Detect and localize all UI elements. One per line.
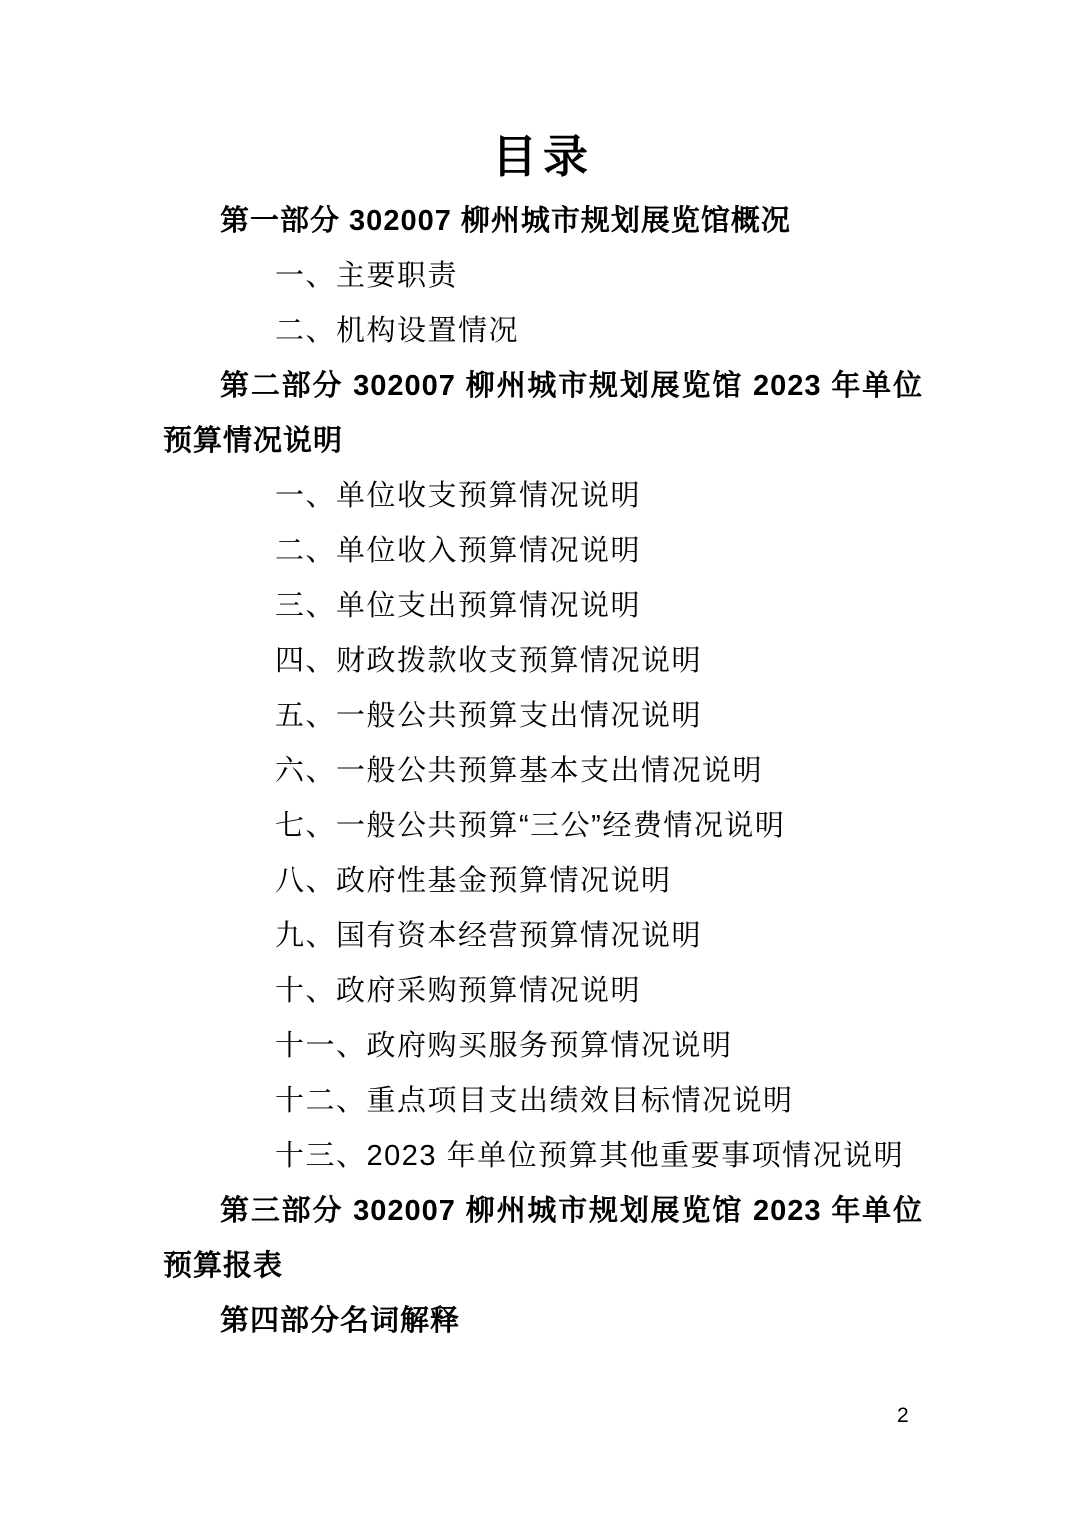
toc-item: 十二、重点项目支出绩效目标情况说明	[275, 1085, 794, 1117]
toc-item: 七、一般公共预算“三公”经费情况说明	[275, 810, 786, 842]
page-title: 目录	[491, 131, 594, 182]
toc-item: 五、一般公共预算支出情况说明	[275, 700, 703, 732]
page-number: 2	[897, 1404, 909, 1427]
table-of-contents	[163, 120, 923, 1349]
toc-item: 一、单位收支预算情况说明	[275, 480, 642, 512]
toc-item: 十一、政府购买服务预算情况说明	[275, 1030, 733, 1062]
toc-item: 二、机构设置情况	[275, 315, 520, 347]
toc-item: 九、国有资本经营预算情况说明	[275, 920, 703, 952]
section-2-heading: 第二部分 302007 柳州城市规划展览馆 2023 年单位预算情况说明	[163, 370, 923, 457]
toc-item: 十三、2023 年单位预算其他重要事项情况说明	[275, 1140, 905, 1172]
section-1-heading: 第一部分 302007 柳州城市规划展览馆概况	[220, 205, 791, 237]
toc-item: 一、主要职责	[275, 260, 459, 292]
toc-item: 六、一般公共预算基本支出情况说明	[275, 755, 764, 787]
section-4-heading: 第四部分名词解释	[220, 1305, 461, 1337]
toc-item: 二、单位收入预算情况说明	[275, 535, 642, 567]
section-3-heading: 第三部分 302007 柳州城市规划展览馆 2023 年单位预算报表	[163, 1195, 923, 1282]
toc-item: 四、财政拨款收支预算情况说明	[275, 645, 703, 677]
toc-item: 十、政府采购预算情况说明	[275, 975, 642, 1007]
toc-item: 八、政府性基金预算情况说明	[275, 865, 672, 897]
toc-item: 三、单位支出预算情况说明	[275, 590, 642, 622]
